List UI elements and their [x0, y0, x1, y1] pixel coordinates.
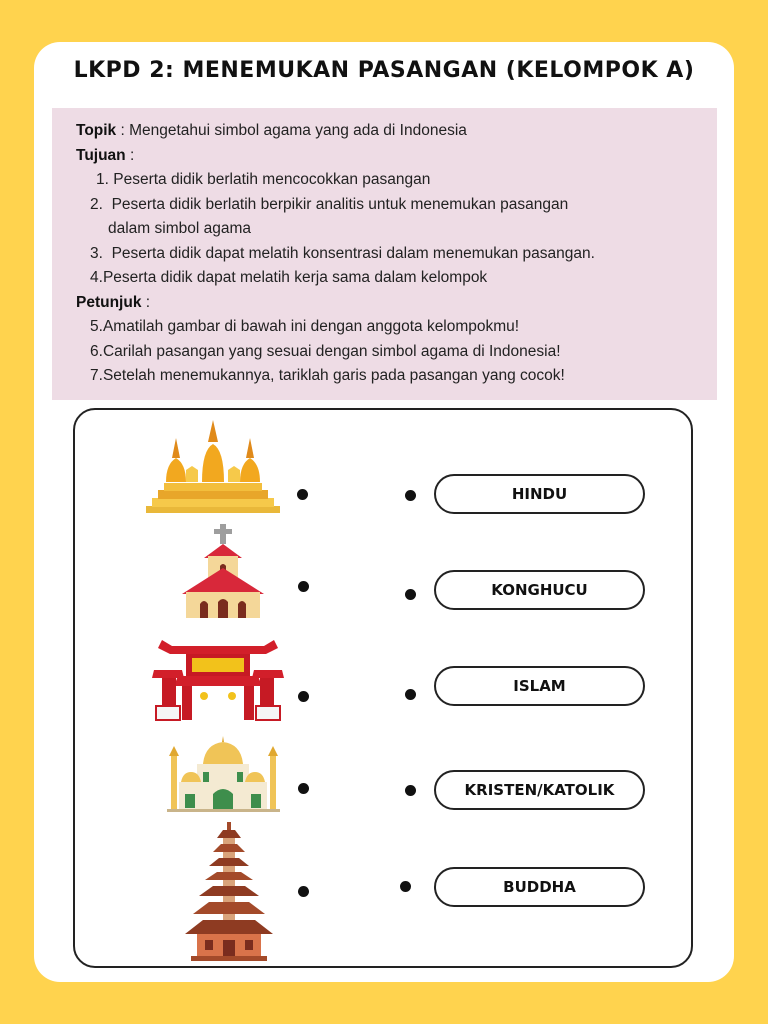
church-icon [180, 522, 266, 619]
info-text [76, 119, 696, 389]
list-item [76, 168, 696, 193]
petunjuk-heading [76, 291, 696, 316]
list-item [76, 266, 696, 291]
item-number: 4. [90, 269, 103, 286]
image-dot[interactable] [298, 783, 309, 794]
list-item [76, 315, 696, 340]
answer-dot[interactable] [405, 589, 416, 600]
list-item [76, 340, 696, 365]
page-title: LKPD 2: MENEMUKAN PASANGAN (KELOMPOK A) [73, 58, 695, 83]
answer-dot[interactable] [400, 881, 411, 892]
item-text: Peserta didik berlatih berpikir analitis untuk menemukan pasangan [111, 195, 569, 213]
answer-buddha[interactable]: BUDDHA [434, 867, 645, 907]
petunjuk-suffix: : [141, 293, 151, 311]
answer-hindu[interactable]: HINDU [434, 474, 645, 514]
item-number: 2. [90, 195, 103, 213]
item-text: Amatilah gambar di bawah ini dengan anggota kelompokmu! [102, 318, 520, 335]
chinese-temple-icon [152, 636, 284, 723]
answer-dot[interactable] [405, 490, 416, 501]
answer-dot[interactable] [405, 785, 416, 796]
answer-kristen-katolik[interactable]: KRISTEN/KATOLIK [434, 770, 645, 810]
item-text: dalam simbol agama [108, 220, 252, 237]
list-item-continuation [76, 217, 696, 242]
image-dot[interactable] [298, 691, 309, 702]
mosque-icon [167, 734, 280, 812]
tujuan-heading [76, 144, 696, 169]
topik-row [76, 119, 696, 144]
item-text: Setelah menemukannya, tariklah garis pada pasangan yang cocok! [102, 367, 565, 384]
answer-konghucu[interactable]: KONGHUCU [434, 570, 645, 610]
tujuan-suffix: : [125, 146, 135, 164]
image-dot[interactable] [298, 581, 309, 592]
item-number: 1. [96, 171, 109, 188]
topik-label: Topik [76, 122, 117, 139]
list-item [76, 364, 696, 389]
topik-text: : Mengetahui simbol agama yang ada di Indonesia [116, 122, 467, 139]
image-dot[interactable] [297, 489, 308, 500]
item-text: Carilah pasangan yang sesuai dengan simbol agama di Indonesia! [102, 342, 561, 360]
image-dot[interactable] [298, 886, 309, 897]
list-item [76, 193, 696, 218]
list-item [76, 242, 696, 267]
item-number: 6. [90, 342, 103, 360]
item-text: Peserta didik dapat melatih kerja sama dalam kelompok [102, 269, 488, 286]
stupa-icon [142, 420, 284, 516]
pura-meru-icon [183, 822, 275, 962]
item-number: 3. [90, 244, 103, 262]
answer-islam[interactable]: ISLAM [434, 666, 645, 706]
petunjuk-label: Petunjuk [76, 293, 142, 311]
item-text: Peserta didik dapat melatih konsentrasi dalam menemukan pasangan. [111, 244, 595, 262]
answer-dot[interactable] [405, 689, 416, 700]
tujuan-label: Tujuan [76, 146, 126, 164]
item-text: Peserta didik berlatih mencocokkan pasangan [113, 171, 431, 188]
item-number: 7. [90, 367, 103, 384]
item-number: 5. [90, 318, 103, 335]
